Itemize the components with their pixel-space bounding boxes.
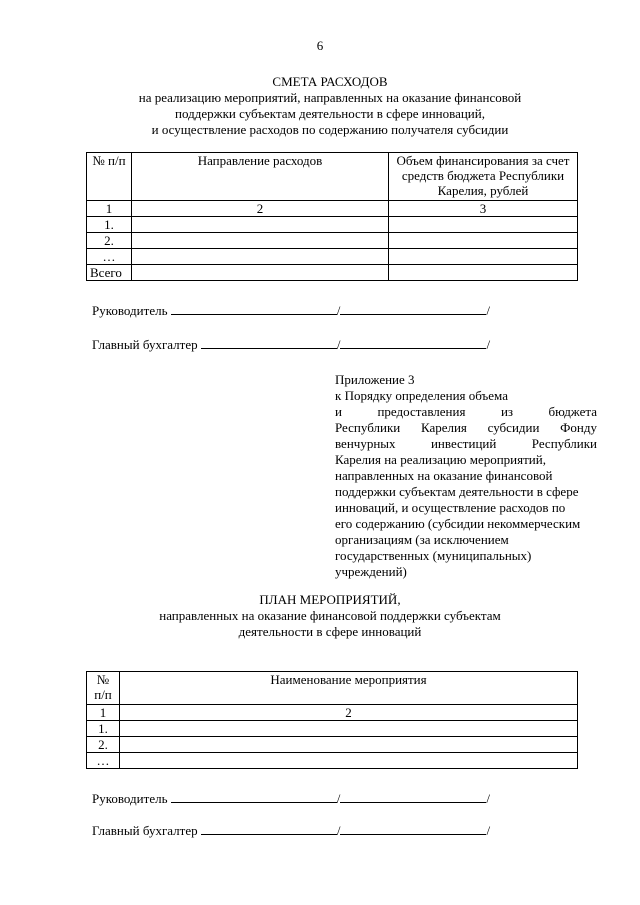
table-cell: [132, 217, 389, 233]
signature-label: Главный бухгалтер: [92, 337, 198, 352]
table-cell: [120, 721, 578, 737]
appendix-line: учреждений): [335, 564, 407, 579]
appendix-line: поддержки субъектам деятельности в сфере: [335, 484, 579, 499]
table-cell: [132, 249, 389, 265]
table-cell: [389, 217, 578, 233]
estimate-subtitle-line: на реализацию мероприятий, направленных на оказание финансовой: [138, 90, 522, 105]
table-index-row: [87, 201, 578, 217]
table-row: [87, 249, 578, 265]
signature-label: Главный бухгалтер: [92, 823, 198, 838]
table-header-row: [87, 153, 578, 201]
slash: /: [336, 303, 341, 318]
name-blank: [340, 822, 486, 835]
plan-table: [86, 671, 578, 769]
slash: /: [336, 823, 341, 838]
plan-subtitle-line: деятельности в сфере инноваций: [238, 624, 422, 639]
table-cell: [132, 265, 389, 281]
table-cell: 2: [132, 201, 389, 217]
slash: /: [336, 337, 341, 352]
table-cell: [389, 265, 578, 281]
table-row: [87, 721, 578, 737]
estimate-subtitle-line: и осуществление расходов по содержанию получателя субсидии: [151, 122, 509, 137]
table-cell: 1: [87, 705, 120, 721]
signature-label: Руководитель: [92, 791, 168, 806]
table-cell: [132, 233, 389, 249]
appendix-line: инноваций, и осуществление расходов по: [335, 500, 566, 515]
appendix-line: организациям (за исключением: [335, 532, 509, 547]
slash: /: [486, 337, 491, 352]
column-header-number: № п/п: [87, 672, 120, 705]
appendix-note: [335, 372, 597, 580]
signature-line-accountant: [92, 822, 490, 839]
appendix-title: Приложение 3: [335, 372, 415, 387]
slash: /: [486, 303, 490, 318]
signature-blank: [171, 790, 337, 803]
page-number: 6: [316, 38, 324, 53]
estimate-title: СМЕТА РАСХОДОВ: [272, 74, 388, 89]
table-cell: 2.: [87, 737, 120, 753]
signature-blank: [171, 302, 337, 315]
table-row: [87, 753, 578, 769]
table-row: [87, 233, 578, 249]
table-index-row: [87, 705, 578, 721]
name-blank: [340, 302, 486, 315]
table-cell: 1: [87, 201, 132, 217]
appendix-line: направленных на оказание финансовой: [335, 468, 553, 483]
slash: /: [336, 791, 341, 806]
table-cell: 2: [120, 705, 578, 721]
signature-line-head: [92, 790, 490, 807]
plan-title: ПЛАН МЕРОПРИЯТИЙ,: [259, 592, 401, 607]
slash: /: [486, 823, 491, 838]
column-header-activity-name: Наименование мероприятия: [120, 672, 578, 705]
table-cell: 1.: [87, 721, 120, 737]
estimate-table: [86, 152, 578, 281]
table-row: [87, 217, 578, 233]
table-cell: [120, 753, 578, 769]
appendix-line: государственных (муниципальных): [335, 548, 532, 563]
column-header-number: № п/п: [87, 153, 132, 201]
plan-subtitle-line: направленных на оказание финансовой поддержки субъектам: [159, 608, 501, 623]
appendix-line: его содержанию (субсидии некоммерческим: [335, 516, 581, 531]
signature-blank: [201, 336, 337, 349]
appendix-line: к Порядку определения объема: [335, 388, 508, 403]
signature-label: Руководитель: [92, 303, 168, 318]
estimate-heading: [40, 74, 620, 138]
name-blank: [340, 790, 486, 803]
column-header-expense-direction: Направление расходов: [132, 153, 389, 201]
table-total-row: [87, 265, 578, 281]
plan-heading: [40, 592, 620, 640]
total-label: Всего: [87, 265, 132, 281]
table-cell: 2.: [87, 233, 132, 249]
appendix-line: Республики Карелия субсидии Фонду: [335, 420, 597, 435]
signature-blank: [201, 822, 337, 835]
appendix-line: Карелия на реализацию мероприятий,: [335, 452, 546, 467]
table-row: [87, 737, 578, 753]
table-cell: …: [87, 753, 120, 769]
table-cell: 1.: [87, 217, 132, 233]
table-cell: [120, 737, 578, 753]
slash: /: [486, 791, 490, 806]
table-header-row: [87, 672, 578, 705]
column-header-funding-amount: Объем финансирования за счет средств бюджета Республики Карелия, рублей: [389, 153, 578, 201]
estimate-subtitle-line: поддержки субъектам деятельности в сфере инноваций,: [175, 106, 485, 121]
signature-line-head: [92, 302, 490, 319]
table-cell: 3: [389, 201, 578, 217]
name-blank: [340, 336, 486, 349]
table-cell: …: [87, 249, 132, 265]
signature-line-accountant: [92, 336, 490, 353]
table-cell: [389, 249, 578, 265]
appendix-line: венчурных инвестиций Республики: [335, 436, 597, 451]
appendix-line: и предоставления из бюджета: [335, 404, 597, 419]
table-cell: [389, 233, 578, 249]
